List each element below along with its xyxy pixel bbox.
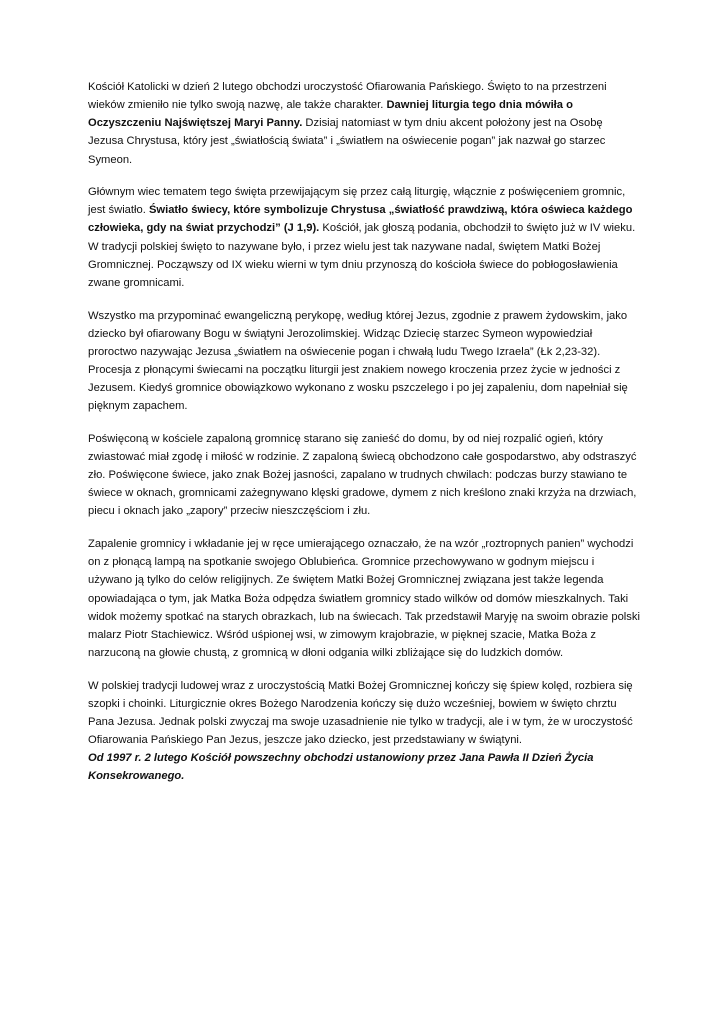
paragraph-list	[88, 78, 641, 749]
paragraph	[88, 677, 641, 750]
paragraph	[88, 430, 641, 521]
text-run: Wszystko ma przypominać ewangeliczną perykopę, według której Jezus, zgodnie z prawem żydowskim, jako dziecko był ofiarowany Bogu w świątyni Jerozolimskiej. Widząc Dziecię starzec Symeon wypowiedział proroctwo nazywając Jezusa „światłem na oświecenie pogan i chwałą ludu Twego Izraela” (Łk 2,23-32). Procesja z płonącymi świecami na początku liturgii jest znakiem nowego kroczenia przez życie w jedności z Jezusem. Kiedyś gromnice obowiązkowo wykonano z wosku pszczelego i po jej zapaleniu, dom napełniał się pięknym zapachem.	[88, 309, 628, 413]
paragraph	[88, 307, 641, 416]
emphasis-run: Światło świecy, które symbolizuje Chrystusa „światłość prawdziwą, która oświeca każdego człowieka, gdy na świat przychodzi” (J 1,9).	[88, 204, 633, 235]
paragraph	[88, 78, 641, 169]
text-run: Poświęconą w kościele zapaloną gromnicę starano się zanieść do domu, by od niej rozpalić ogień, który zwiastować miał zgodę i miłość w rodzinie. Z zapaloną świecą obchodzono całe gospodarstwo, aby odstraszyć zło. Poświęcone świece, jako znak Bożej jasności, zapalano w trudnych chwilach: podczas burzy stawiano te świece w oknach, gromnicami zażegnywano klęski gradowe, dymem z nich kreślono znaki krzyża na drzwiach, piecu i oknach jako „zapory” przeciw nieszczęściom i złu.	[88, 432, 637, 518]
text-run: W polskiej tradycji ludowej wraz z uroczystością Matki Bożej Gromnicznej kończy się śpiew kolęd, rozbiera się szopki i choinki. Liturgicznie okres Bożego Narodzenia kończy się dużo wcześniej, bowiem w święto chrztu Pana Jezusa. Jednak polski zwyczaj ma swoje uzasadnienie nie tylko w tradycji, ale i w tym, że w uroczystość Ofiarowania Pańskiego Pan Jezus, jeszcze jako dziecko, jest przedstawiany w świątyni.	[88, 679, 633, 746]
emphasis-run: Dawniej liturgia tego dnia mówiła o Oczyszczeniu Najświętszej Maryi Panny.	[88, 99, 573, 130]
text-run: Zapalenie gromnicy i wkładanie jej w ręce umierającego oznaczało, że na wzór „roztropnych panien” wychodzi on z płonącą lampą na spotkanie swojego Oblubieńca. Gromnice przechowywano w godnym miejscu i używano ją tylko do celów religijnych. Ze świętem Matki Bożej Gromnicznej związana jest także legenda opowiadająca o tym, jak Matka Boża odpędza światłem gromnicy stado wilków od domów mieszkalnych. Taki widok możemy spotkać na starych obrazkach, lub na świecach. Tak przedstawił Maryję na swoim obrazie polski malarz Piotr Stachiewicz. Wśród uśpionej wsi, w zimowym krajobrazie, w pięknej szacie, Matka Boża z narzuconą na głowie chustą, z gromnicą w dłoni odgania wilki zbliżające się do ludzkich domów.	[88, 538, 640, 659]
paragraph	[88, 535, 641, 662]
text-run: Głównym wiec tematem tego święta przewijającym się przez całą liturgię, włącznie z poświęceniem gromnic, jest światło.	[88, 186, 626, 217]
text-run: Kościół Katolicki w dzień 2 lutego obchodzi uroczystość Ofiarowania Pańskiego. Święto to na przestrzeni wieków zmieniło nie tylko swoją nazwę, ale także charakter.	[88, 81, 607, 112]
paragraph	[88, 183, 641, 292]
text-run: Kościół, jak głoszą podania, obchodził to święto już w IV wieku. W tradycji polskiej święto to nazywane było, i przez wielu jest tak nazywane nadal, świętem Matki Bożej Gromnicznej. Począwszy od IX wieku wierni w tym dniu przynoszą do kościoła świece do pobłogosławienia zwane gromnicami.	[88, 222, 636, 289]
closing-paragraph: Od 1997 r. 2 lutego Kościół powszechny obchodzi ustanowiony przez Jana Pawła II Dzień Życia Konsekrowanego.	[88, 752, 594, 783]
text-run: Dzisiaj natomiast w tym dniu akcent położony jest na Osobę Jezusa Chrystusa, który jest „światłością świata” i „światłem na oświecenie pogan” jak nazwał go starzec Symeon.	[88, 117, 606, 166]
document-body	[88, 78, 641, 785]
